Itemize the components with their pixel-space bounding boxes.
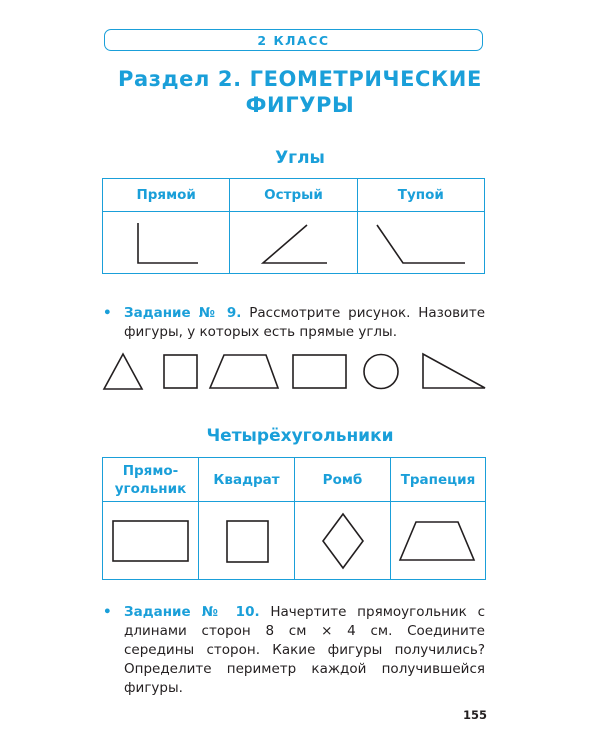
quad-header-trapezoid: Трапеция (391, 458, 486, 502)
rectangle-figure (110, 516, 192, 566)
angles-header-acute: Острый (230, 179, 357, 212)
obtuse-angle-cell (357, 212, 484, 274)
right-angle-figure (126, 215, 206, 271)
right-triangle-shape (423, 354, 485, 388)
circle-shape (364, 355, 398, 389)
angles-header-right: Прямой (103, 179, 230, 212)
trapezoid-shape (210, 355, 278, 388)
square-cell (199, 502, 295, 580)
quad-header-rectangle: Прямо- угольник (103, 458, 199, 502)
task-9 (103, 304, 485, 342)
square-figure (222, 516, 272, 566)
bullet-icon: • (103, 604, 112, 620)
task-10 (103, 603, 485, 698)
square-shape (164, 355, 197, 388)
task-10-label: Задание № 10. (124, 604, 260, 620)
rectangle-shape (293, 355, 346, 388)
grade-label: 2 КЛАСС (257, 32, 330, 48)
section-title: Раздел 2. ГЕОМЕТРИЧЕСКИЕ ФИГУРЫ (118, 67, 482, 117)
angles-header-obtuse: Тупой (357, 179, 484, 212)
quad-header-square: Квадрат (199, 458, 295, 502)
grade-header (104, 29, 483, 51)
quad-header-rhombus: Ромб (295, 458, 391, 502)
task-9-text: Рассмотрите рисунок. Назовите фигуры, у которых есть прямые углы. (124, 305, 485, 340)
trapezoid-cell (391, 502, 486, 580)
acute-angle-cell (230, 212, 357, 274)
task-9-figures (100, 351, 500, 393)
angles-table (102, 178, 485, 274)
rectangle-cell (103, 502, 199, 580)
angles-title: Углы (275, 148, 325, 168)
trapezoid-figure (396, 516, 480, 566)
right-angle-cell (103, 212, 230, 274)
task-9-label: Задание № 9. (124, 305, 242, 321)
page-number: 155 (462, 708, 487, 722)
obtuse-angle-figure (373, 215, 469, 271)
task-10-text: Начертите прямоугольник с длинами сторон 8 см × 4 см. Соедините середины сторон. Какие фигуры получились? Определите периметр каждой получившейся фигуры. (124, 604, 485, 696)
rhombus-figure (320, 511, 366, 571)
quadrilaterals-table (102, 457, 486, 580)
quadrilaterals-title: Четырёхугольники (206, 426, 394, 446)
bullet-icon: • (103, 305, 112, 321)
acute-angle-figure (253, 215, 333, 271)
triangle-shape (104, 354, 142, 389)
rhombus-cell (295, 502, 391, 580)
